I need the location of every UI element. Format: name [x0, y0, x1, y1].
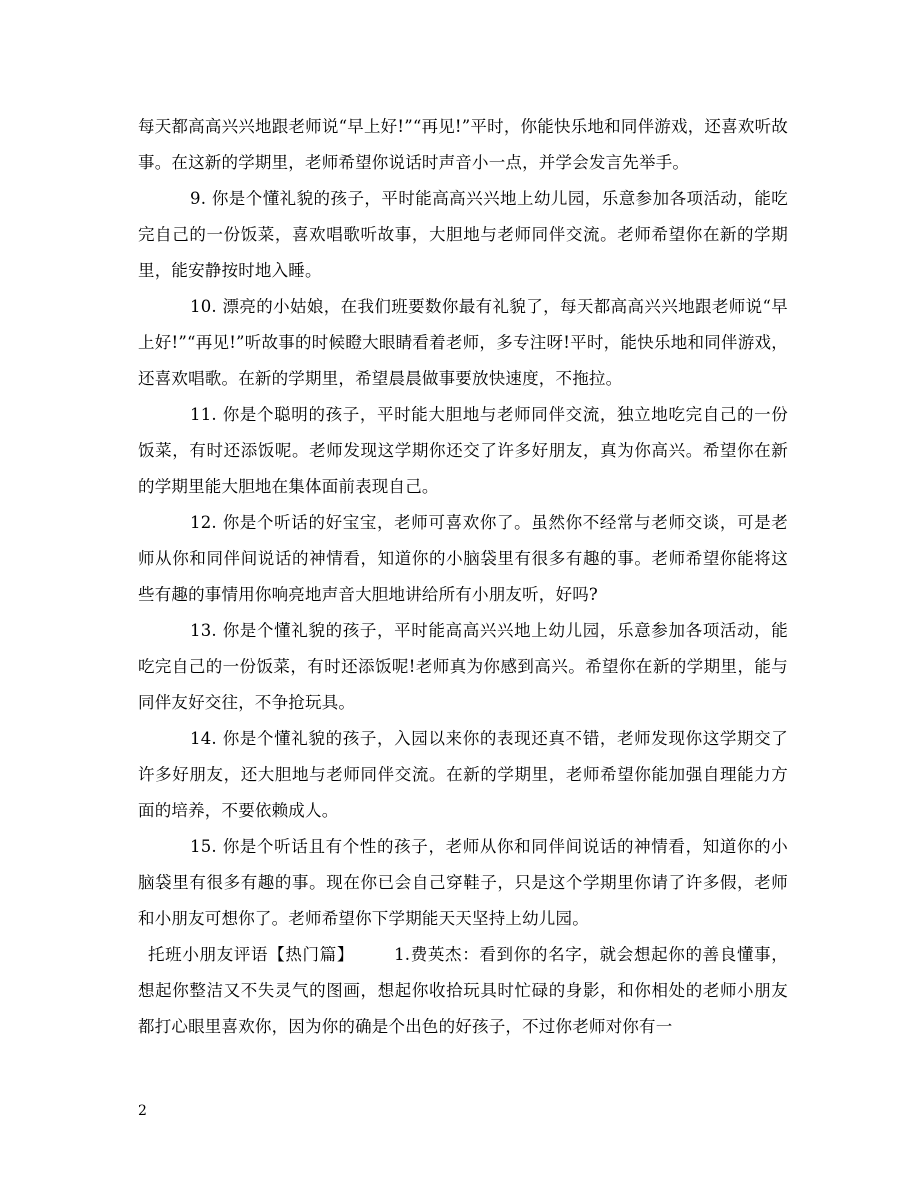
- section-paragraph: [138, 937, 788, 1045]
- paragraph-15: 15. 你是个听话且有个性的孩子，老师从你和同伴间说话的神情看，知道你的小脑袋里有很多有趣的事。现在你已会自己穿鞋子，只是这个学期里你请了许多假，老师和小朋友可想你了。老师希望你下学期能天天坚持上幼儿园。: [138, 837, 788, 928]
- paragraph-14: 14. 你是个懂礼貌的孩子，入园以来你的表现还真不错，老师发现你这学期交了许多好朋友，还大胆地与老师同伴交流。在新的学期里，老师希望你能加强自理能力方面的培养，不要依赖成人。: [138, 729, 788, 820]
- section-heading: 托班小朋友评语【热门篇】: [148, 945, 355, 964]
- document-body: [138, 109, 788, 1045]
- paragraph-12: 12. 你是个听话的好宝宝，老师可喜欢你了。虽然你不经常与老师交谈，可是老师从你和同伴间说话的神情看，知道你的小脑袋里有很多有趣的事。老师希望你能将这些有趣的事情用你响亮地声音大胆地讲给所有小朋友听，好吗?: [138, 513, 788, 604]
- paragraph-continuation: 每天都高高兴兴地跟老师说“早上好!”“再见!”平时，你能快乐地和同伴游戏，还喜欢听故事。在这新的学期里，老师希望你说话时声音小一点，并学会发言先举手。: [138, 117, 788, 172]
- section-first-item: 1.费英杰：看到你的名字，就会想起你的善良懂事，想起你整洁又不失灵气的图画，想起你收拾玩具时忙碌的身影，和你相处的老师小朋友都打心眼里喜欢你，因为你的确是个出色的好孩子，不过你老师对你有一: [138, 945, 789, 1036]
- paragraph-13: 13. 你是个懂礼貌的孩子，平时能高高兴兴地上幼儿园，乐意参加各项活动，能吃完自己的一份饭菜，有时还添饭呢!老师真为你感到高兴。希望你在新的学期里，能与同伴友好交往，不争抢玩具。: [138, 621, 788, 712]
- paragraph-10: 10. 漂亮的小姑娘，在我们班要数你最有礼貌了，每天都高高兴兴地跟老师说“早上好!”“再见!”听故事的时候瞪大眼睛看着老师，多专注呀!平时，能快乐地和同伴游戏，还喜欢唱歌。在新的学期里，希望晨晨做事要放快速度，不拖拉。: [138, 297, 788, 388]
- paragraph-9: 9. 你是个懂礼貌的孩子，平时能高高兴兴地上幼儿园，乐意参加各项活动，能吃完自己的一份饭菜，喜欢唱歌听故事，大胆地与老师同伴交流。老师希望你在新的学期里，能安静按时地入睡。: [138, 189, 788, 280]
- paragraph-11: 11. 你是个聪明的孩子，平时能大胆地与老师同伴交流，独立地吃完自己的一份饭菜，有时还添饭呢。老师发现这学期你还交了许多好朋友，真为你高兴。希望你在新的学期里能大胆地在集体面前表现自己。: [138, 405, 788, 496]
- page-number: 2: [138, 1103, 147, 1119]
